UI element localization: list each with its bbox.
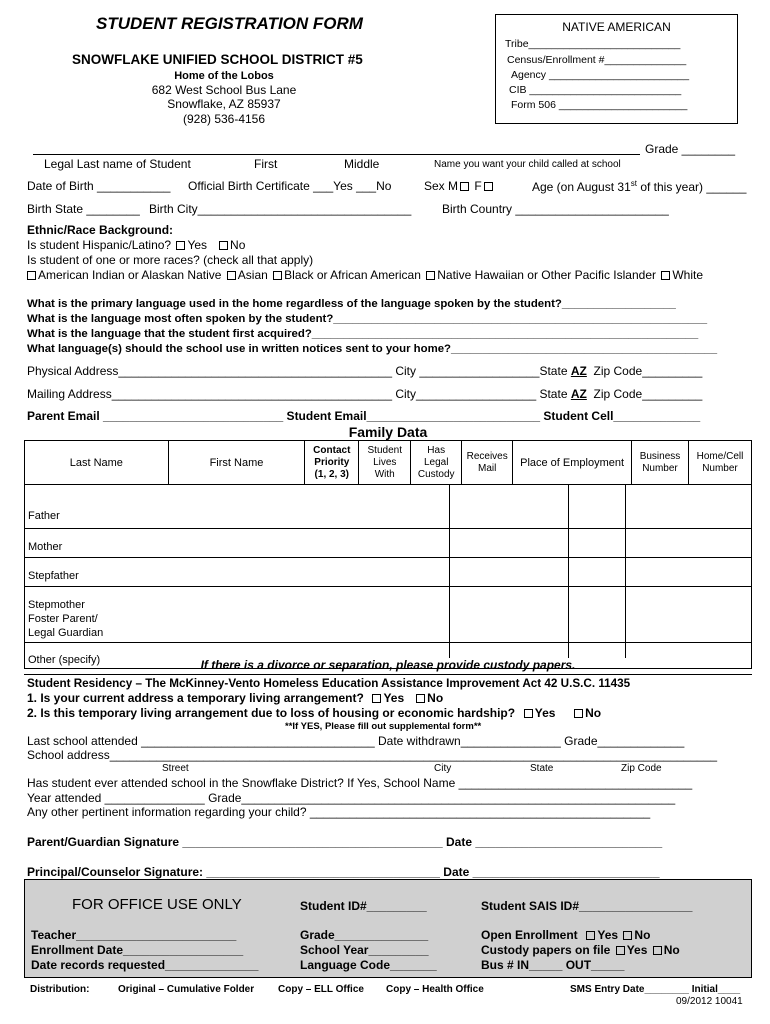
row-stepmother-guardian <box>25 587 752 643</box>
family-data-title: Family Data <box>348 424 428 440</box>
census-field[interactable]: Census/Enrollment #______________ <box>507 54 687 66</box>
race-american-indian-checkbox[interactable] <box>27 271 36 280</box>
distribution-original: Original – Cumulative Folder <box>118 984 255 995</box>
custody-yes: Yes <box>626 943 648 957</box>
family-header-row <box>25 441 752 485</box>
race-asian-checkbox[interactable] <box>227 271 236 280</box>
mailing-zip-label: Zip Code_________ <box>593 387 703 401</box>
col-contact-priority: Contact Priority (1, 2, 3) <box>305 441 359 485</box>
residency-q2 <box>27 706 601 720</box>
street-label: Street <box>162 763 189 774</box>
race-options <box>27 268 703 282</box>
custody-note: If there is a divorce or separation, please provide custody papers. <box>200 658 576 672</box>
hispanic-no-label: No <box>230 238 246 252</box>
hispanic-question <box>27 238 245 252</box>
row-father: Father <box>25 485 752 529</box>
residency-q1-label: 1. Is your current address a temporary living arrangement? <box>27 691 364 705</box>
district-phone: (928) 536-4156 <box>182 112 266 126</box>
school-year-field[interactable]: School Year_________ <box>300 943 429 957</box>
foster-label: Foster Parent/ <box>28 613 98 625</box>
table-row[interactable] <box>25 558 752 587</box>
race-hawaiian-label: Native Hawaiian or Other Pacific Islander <box>437 268 656 282</box>
birth-country-field[interactable]: Birth Country _______________________ <box>442 202 669 216</box>
physical-address-label: Physical Address_________________________________________ City __________________State <box>27 364 568 378</box>
row-other: Other (specify) <box>25 643 752 669</box>
race-american-indian-label: American Indian or Alaskan Native <box>38 268 222 282</box>
notice-language-field[interactable]: What language(s) should the school use in written notices sent to your home?__________________________________________ <box>27 343 718 355</box>
distribution-ell: Copy – ELL Office <box>278 984 364 995</box>
office-use-box <box>24 879 752 978</box>
primary-language-field[interactable]: What is the primary language used in the home regardless of the language spoken by the student?__________________ <box>27 298 676 310</box>
office-grade-field[interactable]: Grade______________ <box>300 928 429 942</box>
first-name-label: First <box>254 157 278 171</box>
col-home-number: Home/Cell Number <box>688 441 751 485</box>
residency-q2-label: 2. Is this temporary living arrangement due to loss of housing or economic hardship? <box>27 706 516 720</box>
row-stepfather: Stepfather <box>25 558 752 587</box>
language-code-field[interactable]: Language Code_______ <box>300 958 437 972</box>
native-title: NATIVE AMERICAN <box>562 20 671 34</box>
birth-state-field[interactable]: Birth State ________ <box>27 202 140 216</box>
form-title: STUDENT REGISTRATION FORM <box>96 14 363 33</box>
attended-district-field[interactable]: Has student ever attended school in the Snowflake District? If Yes, School Name ___________________________________ <box>27 776 693 790</box>
form506-field[interactable]: Form 506 ______________________ <box>511 99 688 111</box>
residency-q2-no-checkbox[interactable] <box>574 709 583 718</box>
physical-state-value: AZ <box>570 364 587 378</box>
distribution-health: Copy – Health Office <box>386 984 484 995</box>
tribe-field[interactable]: Tribe__________________________ <box>505 38 681 50</box>
district-motto: Home of the Lobos <box>174 70 274 82</box>
residency-q1-yes: Yes <box>383 691 405 705</box>
residency-q1-no-checkbox[interactable] <box>416 694 425 703</box>
sais-id-field[interactable]: Student SAIS ID#_________________ <box>481 899 693 913</box>
district-name: SNOWFLAKE UNIFIED SCHOOL DISTRICT #5 <box>72 52 363 67</box>
native-american-box <box>495 14 738 124</box>
agency-field[interactable]: Agency ________________________ <box>511 69 690 81</box>
col-legal-custody: Has Legal Custody <box>411 441 462 485</box>
race-asian-label: Asian <box>237 268 268 282</box>
sex-f-label: F <box>474 179 482 193</box>
custody-yes-checkbox[interactable] <box>616 946 625 955</box>
teacher-field[interactable]: Teacher________________________ <box>31 928 237 942</box>
age-label-end: of this year) ______ <box>636 180 747 194</box>
row-mother: Mother <box>25 529 752 558</box>
custody-papers-label: Custody papers on file <box>481 943 611 957</box>
race-white-checkbox[interactable] <box>661 271 670 280</box>
parent-signature-field[interactable]: Parent/Guardian Signature _______________________________________ Date ____________________________ <box>27 835 663 849</box>
guardian-label: Legal Guardian <box>28 627 104 639</box>
residency-q1-yes-checkbox[interactable] <box>372 694 381 703</box>
sex-field <box>424 179 495 193</box>
residency-q2-yes: Yes <box>534 706 556 720</box>
sex-label: Sex M <box>424 179 459 193</box>
birth-certificate-field[interactable]: Official Birth Certificate ___Yes ___No <box>188 179 392 193</box>
age-label: Age (on August 31 <box>532 180 631 194</box>
district-city: Snowflake, AZ 85937 <box>167 97 281 111</box>
email-cell-field[interactable]: Parent Email ___________________________ Student Email__________________________ Student Cell_____________ <box>27 409 701 423</box>
city-label: City <box>434 763 452 774</box>
ethnic-heading: Ethnic/Race Background: <box>27 223 174 237</box>
race-black-label: Black or African American <box>284 268 421 282</box>
custody-no: No <box>663 943 680 957</box>
mailing-state-value: AZ <box>570 387 587 401</box>
sex-f-checkbox[interactable] <box>484 182 493 191</box>
records-requested-field[interactable]: Date records requested______________ <box>31 958 259 972</box>
family-table <box>24 440 752 669</box>
mailing-address-label: Mailing Address__________________________________________ City__________________ State <box>27 387 568 401</box>
open-enrollment-label: Open Enrollment <box>481 928 578 942</box>
birth-city-field[interactable]: Birth City________________________________ <box>149 202 412 216</box>
called-name-label: Name you want your child called at school <box>434 159 621 170</box>
cib-field[interactable]: CIB __________________________ <box>509 84 682 96</box>
hispanic-no-checkbox[interactable] <box>219 241 228 250</box>
student-name-line[interactable] <box>33 154 640 155</box>
last-school-field[interactable]: Last school attended ___________________________________ Date withdrawn_______________ Grade_____________ <box>27 734 685 748</box>
open-enrollment-no-checkbox[interactable] <box>623 931 632 940</box>
bus-field[interactable]: Bus # IN_____ OUT_____ <box>481 958 625 972</box>
mailing-address-field[interactable] <box>27 387 702 401</box>
school-address-field[interactable]: School address___________________________________________________________________________________________ <box>27 748 718 762</box>
enrollment-date-field[interactable]: Enrollment Date__________________ <box>31 943 244 957</box>
col-lives-with: Student Lives With <box>359 441 411 485</box>
distribution-label: Distribution: <box>30 984 90 995</box>
hispanic-yes-label: Yes <box>187 238 208 252</box>
middle-name-label: Middle <box>344 157 380 171</box>
sex-m-checkbox[interactable] <box>460 182 469 191</box>
supplemental-note: **If YES, Please fill out supplemental form** <box>285 721 482 732</box>
physical-zip-label: Zip Code_________ <box>593 364 703 378</box>
custody-no-checkbox[interactable] <box>653 946 662 955</box>
dob-field[interactable]: Date of Birth ___________ <box>27 179 171 193</box>
open-enrollment-yes: Yes <box>597 928 619 942</box>
residency-q1 <box>27 691 443 705</box>
zip-label: Zip Code <box>621 763 662 774</box>
race-black-checkbox[interactable] <box>273 271 282 280</box>
year-attended-field[interactable]: Year attended _______________ Grade_________________________________________________________________ <box>27 791 676 805</box>
pertinent-info-field[interactable]: Any other pertinent information regarding your child? ___________________________________________________ <box>27 805 651 819</box>
residency-q2-no: No <box>585 706 602 720</box>
col-business-number: Business Number <box>632 441 689 485</box>
hispanic-yes-checkbox[interactable] <box>176 241 185 250</box>
open-enrollment-yes-checkbox[interactable] <box>586 931 595 940</box>
sms-entry-field[interactable]: SMS Entry Date________ Initial____ <box>570 984 741 995</box>
col-employment: Place of Employment <box>513 441 632 485</box>
age-sup: st <box>630 179 637 188</box>
form-code: 09/2012 10041 <box>676 996 743 1007</box>
first-language-field[interactable]: What is the language that the student first acquired?_____________________________________________________________ <box>27 328 699 340</box>
hispanic-label: Is student Hispanic/Latino? <box>27 238 172 252</box>
custody-papers-field <box>481 943 680 957</box>
col-last-name: Last Name <box>25 441 169 485</box>
stepmother-label: Stepmother <box>28 599 85 611</box>
district-address: 682 West School Bus Lane <box>151 83 297 97</box>
col-first-name: First Name <box>168 441 305 485</box>
residency-heading: Student Residency – The McKinney-Vento Homeless Education Assistance Improvement Act 42 U.S.C. 11435 <box>27 677 631 690</box>
office-use-title: FOR OFFICE USE ONLY <box>72 896 242 913</box>
student-id-field[interactable]: Student ID#_________ <box>300 899 427 913</box>
physical-address-field[interactable] <box>27 364 702 378</box>
table-row[interactable] <box>25 529 752 558</box>
open-enrollment-field <box>481 928 650 942</box>
col-receives-mail: Receives Mail <box>462 441 513 485</box>
residency-q2-yes-checkbox[interactable] <box>524 709 533 718</box>
grade-field[interactable]: Grade ________ <box>645 142 736 156</box>
race-white-label: White <box>672 268 704 282</box>
races-question: Is student of one or more races? (check all that apply) <box>27 253 314 267</box>
residency-q1-no: No <box>427 691 444 705</box>
state-label: State <box>530 763 554 774</box>
table-row[interactable] <box>25 587 752 643</box>
residency-divider <box>24 674 752 675</box>
age-field[interactable] <box>532 179 746 194</box>
open-enrollment-no: No <box>634 928 651 942</box>
legal-last-name-label: Legal Last name of Student <box>44 157 191 171</box>
race-hawaiian-checkbox[interactable] <box>426 271 435 280</box>
spoken-language-field[interactable]: What is the language most often spoken by the student?___________________________________________________________ <box>27 313 708 325</box>
table-row[interactable] <box>25 485 752 529</box>
principal-signature-field[interactable]: Principal/Counselor Signature: ___________________________________ Date ____________________________ <box>27 865 660 879</box>
